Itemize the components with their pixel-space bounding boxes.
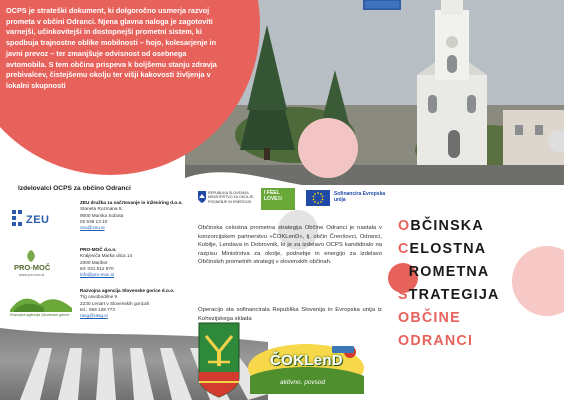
pro-moc-logo-sub: www.pro-moc.si	[19, 273, 45, 277]
title-initial: O	[398, 333, 411, 349]
eu-cofunding-logo	[306, 188, 386, 210]
creator-pro-moc-line-1: Kraljeviča Marka ulica 14	[80, 253, 133, 259]
ministry-logo	[198, 188, 258, 210]
creator-rasg	[10, 288, 180, 334]
creator-zeu-info	[80, 200, 190, 232]
odranci-coat-of-arms	[198, 322, 240, 398]
eu-cofunding-label: Sofinancira Evropska unija	[334, 191, 386, 203]
creator-rasg-line-1: Trg osvobodilne 9	[80, 294, 118, 300]
title-rest: TRATEGIJA	[408, 287, 500, 303]
title-line-celostna	[398, 242, 560, 265]
title-line-obcine	[398, 311, 560, 334]
creator-pro-moc-name: PRO-MOČ d.o.o.	[80, 247, 117, 252]
rasg-logo-text: Razvojna agencija Slovenske gorice	[10, 313, 70, 317]
title-rest: ELOSTNA	[409, 241, 487, 257]
title-initial: C	[398, 241, 410, 257]
intro-text: OCPS je strateški dokument, ki dolgoročno usmerja razvoj prometa v občini Odranci. Njena glavna naloga je zagotoviti varnejši, učinkovitejši in dostopnejši prometni sistem, ki spodbuja trajnostne oblike mobilnosti – hojo, kolesarjenje in javni prevoz – ter zmanjšuje odvisnost od osebnega avtomobila. S tem občina prispeva k boljšemu stanju zdravja prebivalcev, čistejšemu okolju ter višji kakovosti življenja v lokalni skupnosti	[6, 6, 217, 91]
funder-logos	[198, 188, 398, 212]
title-rest: DRANCI	[410, 333, 474, 349]
title-initial: O	[398, 310, 411, 326]
title-initial: O	[398, 218, 411, 234]
creators-title: Izdelovalci OCPS za občino Odranci	[18, 185, 131, 192]
funding-note: Operacijo sta sofinancirala Republika Slovenija in Evropska unija iz Kohezijskega sklada	[198, 307, 382, 322]
creator-rasg-name: Razvojna agencija Slovenske gorice d.o.o.	[80, 288, 175, 293]
slovenia-crest-icon	[198, 191, 206, 203]
decorative-circle-gray-small	[548, 130, 564, 152]
title-rest: BČINSKA	[410, 218, 484, 234]
title-rest: BČINE	[410, 310, 461, 326]
creator-zeu-line-1: Staneta Rozmana 5,	[80, 206, 123, 212]
eu-flag-icon	[306, 190, 330, 206]
zeu-logo	[10, 200, 72, 240]
pro-moc-logo	[10, 247, 72, 287]
creator-zeu-name: ZEU družba za načrtovanje in inženiring d.o.o.	[80, 200, 183, 205]
coklend-tagline: aktivno. povsod	[280, 379, 326, 386]
title-line-strategija	[398, 288, 560, 311]
ifeel-slovenia-text: I FEEL LOVE	[264, 190, 280, 202]
creator-zeu-line-2: 9000 Murska Sobota	[80, 212, 124, 218]
creator-rasg-info	[80, 288, 190, 320]
title-initial: P	[398, 264, 409, 280]
pro-moc-leaf-icon	[24, 249, 38, 263]
ministry-logo-text: REPUBLIKA SLOVENIJA MINISTRSTVO ZA OKOLJE, PODNEBJE IN ENERGIJO	[208, 191, 255, 204]
rasg-logo	[10, 288, 72, 328]
title-line-odranci	[398, 334, 560, 357]
creator-rasg-line-2: 2230 Lenart v Slovenskih goricah	[80, 300, 150, 306]
creator-rasg-line-3: tel.: 059 128 773	[80, 307, 115, 313]
creator-pro-moc-line-3: tel: 031 612 870	[80, 266, 114, 272]
decorative-circle-pink	[298, 118, 358, 178]
creator-pro-moc-email-link[interactable]: info@pro-moc.si	[80, 272, 115, 278]
ifeel-slovenia-suffix: SI	[277, 195, 283, 202]
creator-pro-moc-line-2: 2000 Maribor	[80, 259, 108, 265]
strategy-description: Občinska celostna prometna strategija Občine Odranci je nastala v konzorcijskem partnerstvu »ČOKLenD«, tj. občin Črenšovci, Odranci, Kobilje, Lendava in Dobrovnik, ki je za izdelavo OCPS kandidiralo na razpisu Ministrstva za okolje, podnebje in energijo za izdelavo Občinskih prometnih strategij v slovenskih občinah.	[198, 225, 382, 266]
creator-zeu-email-link[interactable]: zeu@zeu.si	[80, 225, 105, 231]
coklend-logo	[246, 342, 368, 394]
creator-rasg-email-link[interactable]: rasg@rasg.si	[80, 313, 108, 319]
creator-pro-moc-info	[80, 247, 190, 279]
creator-pro-moc	[10, 247, 180, 293]
pro-moc-logo-text: PRO-MOČ	[14, 263, 51, 272]
creator-zeu	[10, 200, 183, 246]
coklend-logo-name: ČOKLenD	[270, 352, 343, 369]
zeu-logo-text: ZEU	[26, 214, 50, 226]
title-rest: ROMETNA	[408, 264, 490, 280]
strategy-title	[398, 219, 560, 357]
title-line-obcinska	[398, 219, 560, 242]
title-line-prometna	[398, 265, 560, 288]
title-initial: S	[398, 287, 409, 303]
rasg-hills-icon	[10, 290, 72, 312]
creator-zeu-line-3: 02 536 13 10	[80, 219, 108, 225]
ifeel-slovenia-logo	[261, 188, 295, 210]
